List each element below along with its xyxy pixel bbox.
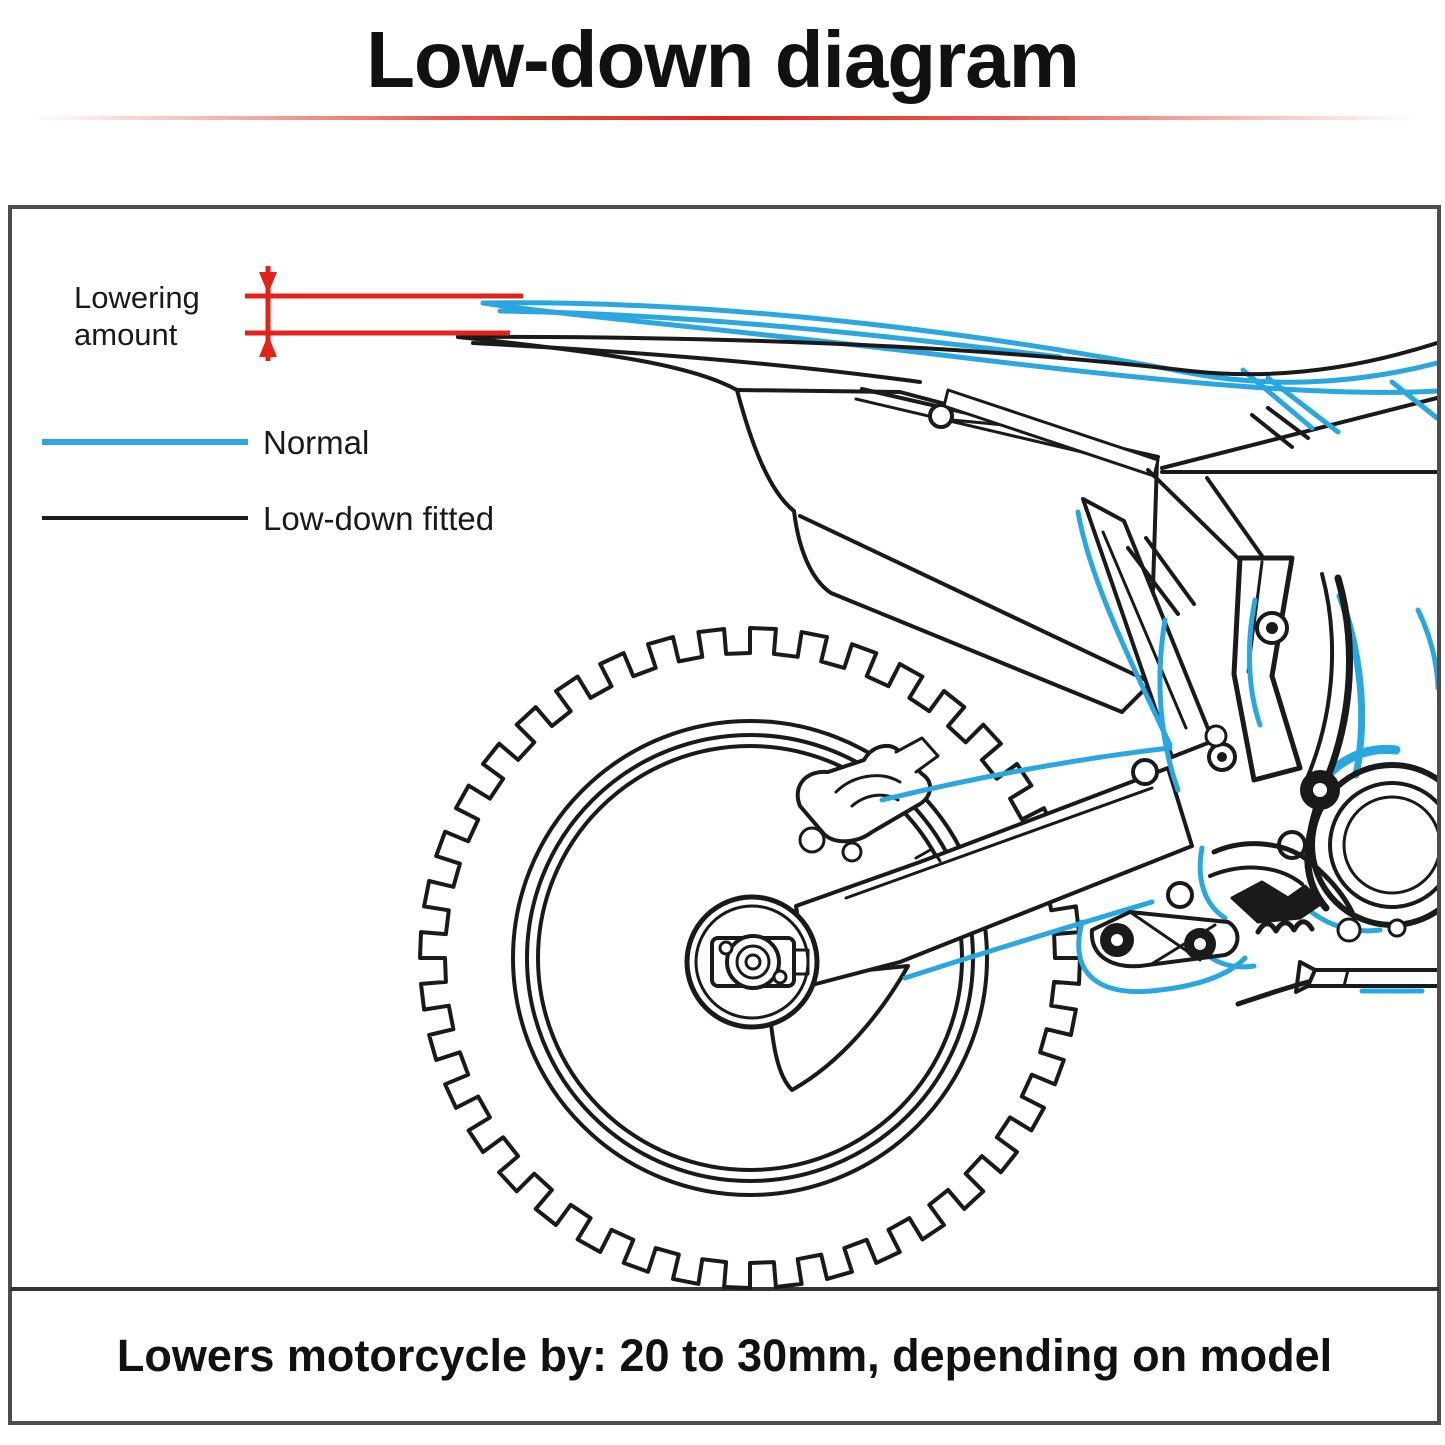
brake-pedal [1238,962,1438,1004]
lowering-amount-label: Lowering amount [74,280,200,353]
title-red-divider [30,116,1415,120]
axle-bolt-2 [774,971,786,983]
dimension-arrow-down [259,272,277,294]
axle-bolt-1 [720,942,732,954]
axle-ring-center [746,955,760,969]
lowdown-seat-seam [473,343,920,382]
caption-text: Lowers motorcycle by: 20 to 30mm, depending on model [116,1330,1333,1381]
suspension-linkage [1092,912,1238,966]
dimension-arrow-up [259,335,277,357]
page-title: Low-down diagram [366,15,1079,104]
footpeg [1232,882,1322,932]
clutch-cover-mid [1330,783,1445,907]
legend-label-lowdown: Low-down fitted [263,500,495,537]
lowering-dimension-indicator [245,266,523,361]
legend-label-normal: Normal [263,424,370,461]
wheel-hub [687,897,817,1027]
